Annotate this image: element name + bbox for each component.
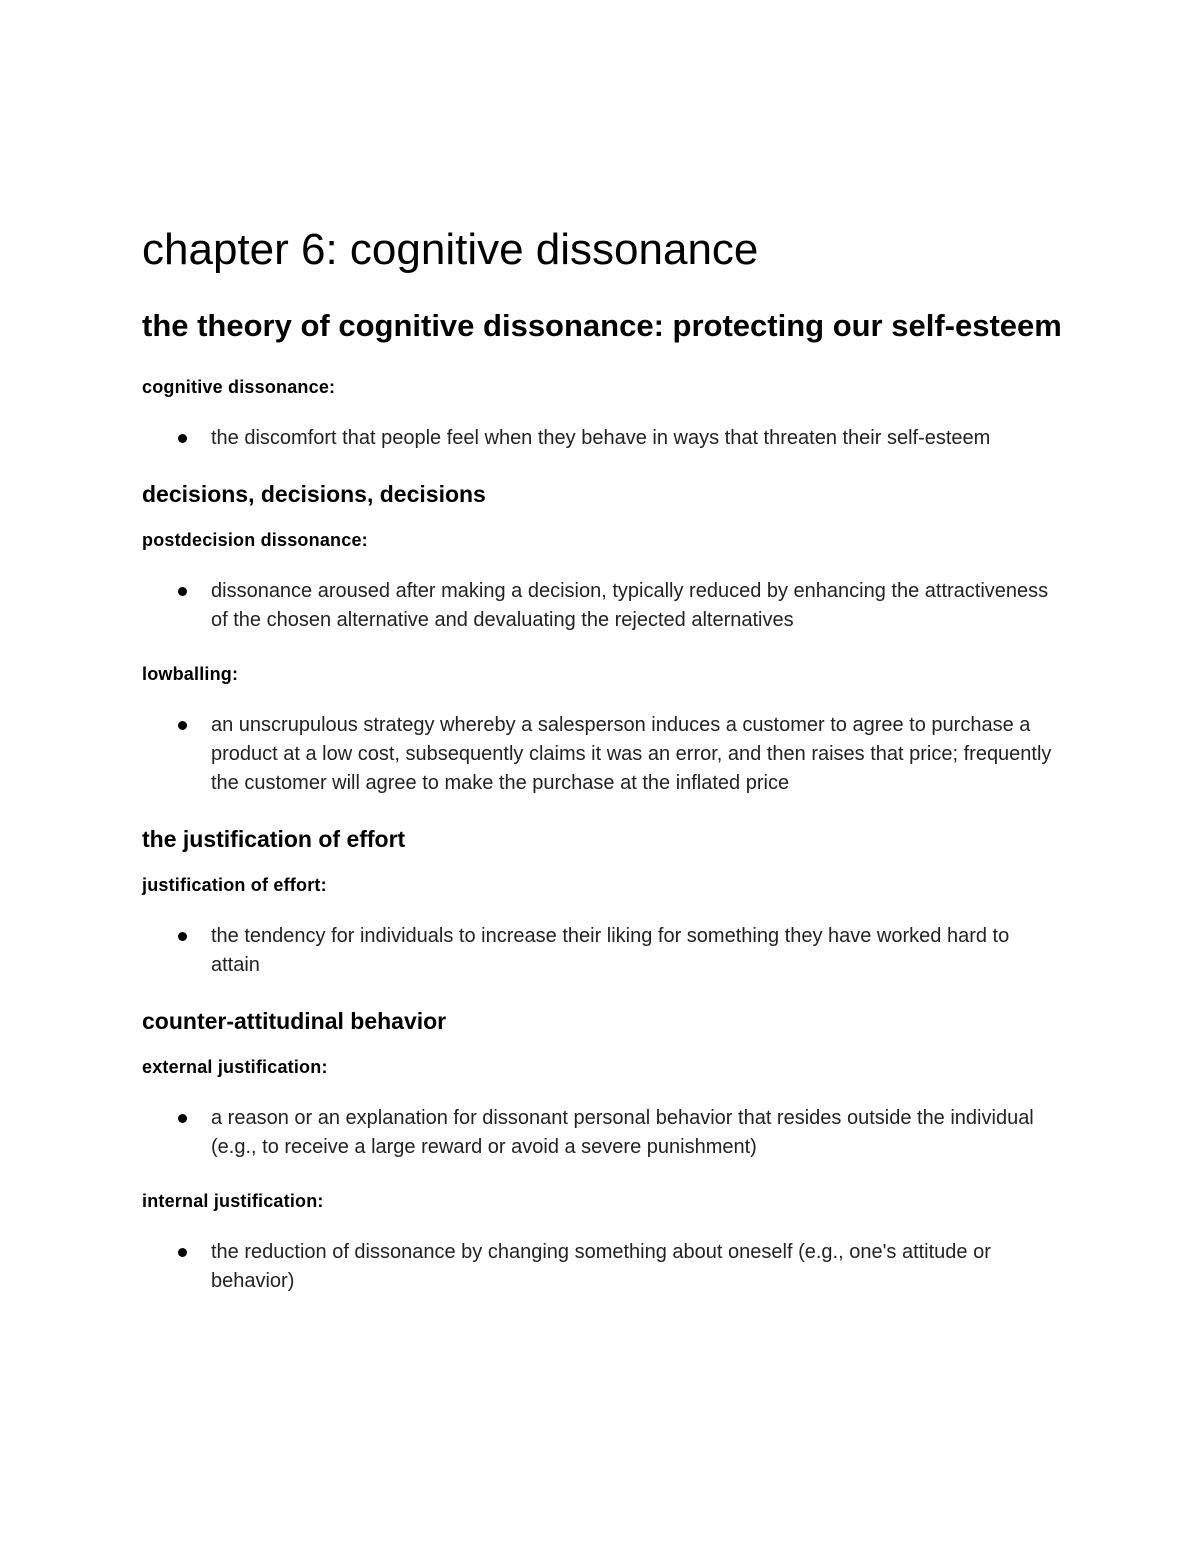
document-title: chapter 6: cognitive dissonance <box>142 225 759 274</box>
definition-list <box>142 1238 1062 1296</box>
term-label: internal justification: <box>142 1191 324 1211</box>
section-heading: the theory of cognitive dissonance: protecting our self-esteem <box>142 308 1062 343</box>
section-heading: counter-attitudinal behavior <box>142 1008 447 1034</box>
definition-text: an unscrupulous strategy whereby a salesperson induces a customer to agree to purchase a product at a low cost, subsequently claims it was an error, and then raises that price; frequently the customer will agree to make the purchase at the inflated price <box>211 714 1052 794</box>
bullet-icon <box>178 1114 187 1123</box>
bullet-icon <box>178 721 187 730</box>
term-label: cognitive dissonance: <box>142 377 336 397</box>
definition-list <box>142 711 1062 798</box>
definition-list <box>142 922 1062 980</box>
bullet-icon <box>178 1248 187 1257</box>
term-label: postdecision dissonance: <box>142 530 368 550</box>
bullet-icon <box>178 932 187 941</box>
definition-list <box>142 577 1062 635</box>
definition-item <box>142 1104 1062 1162</box>
section-heading: the justification of effort <box>142 826 406 852</box>
definition-item <box>142 424 1062 453</box>
section-heading: decisions, decisions, decisions <box>142 481 486 507</box>
definition-list <box>142 1104 1062 1162</box>
term-label: lowballing: <box>142 664 239 684</box>
document-page <box>142 224 1062 1322</box>
definition-item <box>142 711 1062 798</box>
definition-item <box>142 1238 1062 1296</box>
bullet-icon <box>178 434 187 443</box>
definition-item <box>142 922 1062 980</box>
bullet-icon <box>178 587 187 596</box>
definition-text: the reduction of dissonance by changing something about oneself (e.g., one's attitude or behavior) <box>211 1241 991 1292</box>
term-label: justification of effort: <box>142 875 327 895</box>
definition-text: the discomfort that people feel when they behave in ways that threaten their self-esteem <box>211 427 991 449</box>
definition-text: a reason or an explanation for dissonant personal behavior that resides outside the individual (e.g., to receive a large reward or avoid a severe punishment) <box>211 1107 1034 1158</box>
definition-text: dissonance aroused after making a decision, typically reduced by enhancing the attractiveness of the chosen alternative and devaluating the rejected alternatives <box>211 580 1049 631</box>
definition-item <box>142 577 1062 635</box>
definition-list <box>142 424 1062 453</box>
term-label: external justification: <box>142 1057 328 1077</box>
definition-text: the tendency for individuals to increase their liking for something they have worked hard to attain <box>211 925 1010 976</box>
